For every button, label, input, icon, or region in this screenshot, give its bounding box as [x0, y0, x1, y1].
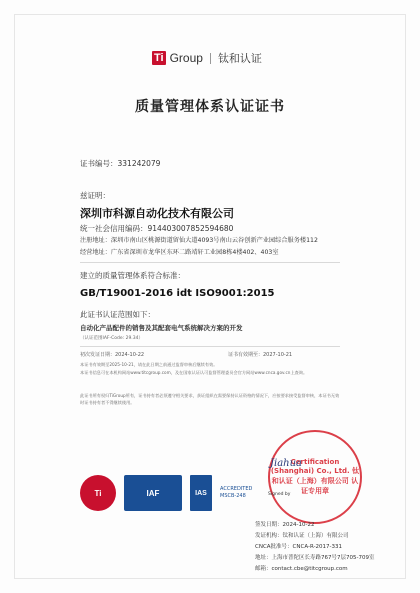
query-note: 本证书信息可在本机构网站www.titcgroup.com，及在国家认证认可监督管理委员会官方网站www.cnca.gov.cn上查询。: [80, 370, 308, 375]
iaf-badge: IAF: [124, 475, 182, 511]
signature: Jiahua: [270, 458, 303, 469]
disclaimer: 此证书所有权归TiGroup所有，证书持有者必须遵守相关要求，获证组织在需要保持认证资格的情况下，应按要求接受监督审核，本证书无效时证书持有者不得继续使用。: [80, 393, 340, 405]
logo-ti-mark: Ti: [154, 52, 164, 64]
logo-chinese-name: 钛和认证: [217, 52, 262, 65]
cnas-badge: Ti: [80, 475, 116, 511]
divider-1: [80, 262, 340, 263]
scope-label: 此证书认证范围如下：: [80, 310, 155, 319]
issue-date-right: 签发日期：2024-10-22: [255, 522, 315, 528]
logo-group-text: Group: [169, 51, 203, 65]
tigroup-logo: [152, 50, 262, 66]
standard-label: 建立的质量管理体系符合标准：: [80, 271, 185, 280]
accreditation-logos: [80, 475, 253, 511]
standard-value: GB/T19001-2016 idt ISO9001:2015: [80, 288, 275, 299]
validity-note: 本证书有效期至2025-10-21，请在此日期之前通过监督审核后继续有效。: [80, 362, 218, 367]
divider-2: [80, 346, 340, 347]
business-address: 经营地址：广东省深圳市龙华区东环二路靖轩工业园8栋4楼402、403室: [80, 249, 279, 256]
initial-issue-date: 初次发证日期：2024-10-22: [80, 352, 145, 358]
credit-code: 统一社会信用编码：914403007852594680: [80, 224, 234, 233]
logo-divider: [210, 53, 211, 64]
signed-by-label: Signed by: [268, 492, 291, 497]
hereby-certify-label: 兹证明：: [80, 191, 110, 200]
expiry-date: 证书有效期至：2027-10-21: [228, 352, 293, 358]
certificate-title: 质量管理体系认证证书: [135, 99, 285, 115]
company-name: 深圳市科源自动化技术有限公司: [80, 207, 234, 220]
contact-email: 邮箱：contact.cbe@titcgroup.com: [255, 566, 348, 572]
issuer-address: 地址：上海市普陀区长寿路767号7层705-709室: [255, 555, 375, 561]
scope-value: 自动化产品配件的销售及其配套电气系统解决方案的开发: [80, 324, 243, 332]
registered-address: 注册地址：深圳市南山区桃源街道留仙大道4093号南山云谷创新产业园综合服务楼112: [80, 237, 318, 244]
mscb-accredited-label: ACCREDITED MSCB-248: [220, 486, 253, 499]
seal-text: Certification (Shanghai) Co., Ltd. 钛和认证（上海）有限公司 认证专用章: [270, 458, 360, 495]
cnca-number: CNCA批准号：CNCA-R-2017-331: [255, 544, 343, 550]
iaf-code: （认证范围IAF-Code: 29.34）: [80, 336, 143, 341]
issuer: 发证机构：钛和认证（上海）有限公司: [255, 533, 349, 539]
certificate-number: 证书编号：331242079: [80, 159, 161, 168]
ias-badge: IAS: [190, 475, 212, 511]
company-seal: [268, 430, 362, 524]
